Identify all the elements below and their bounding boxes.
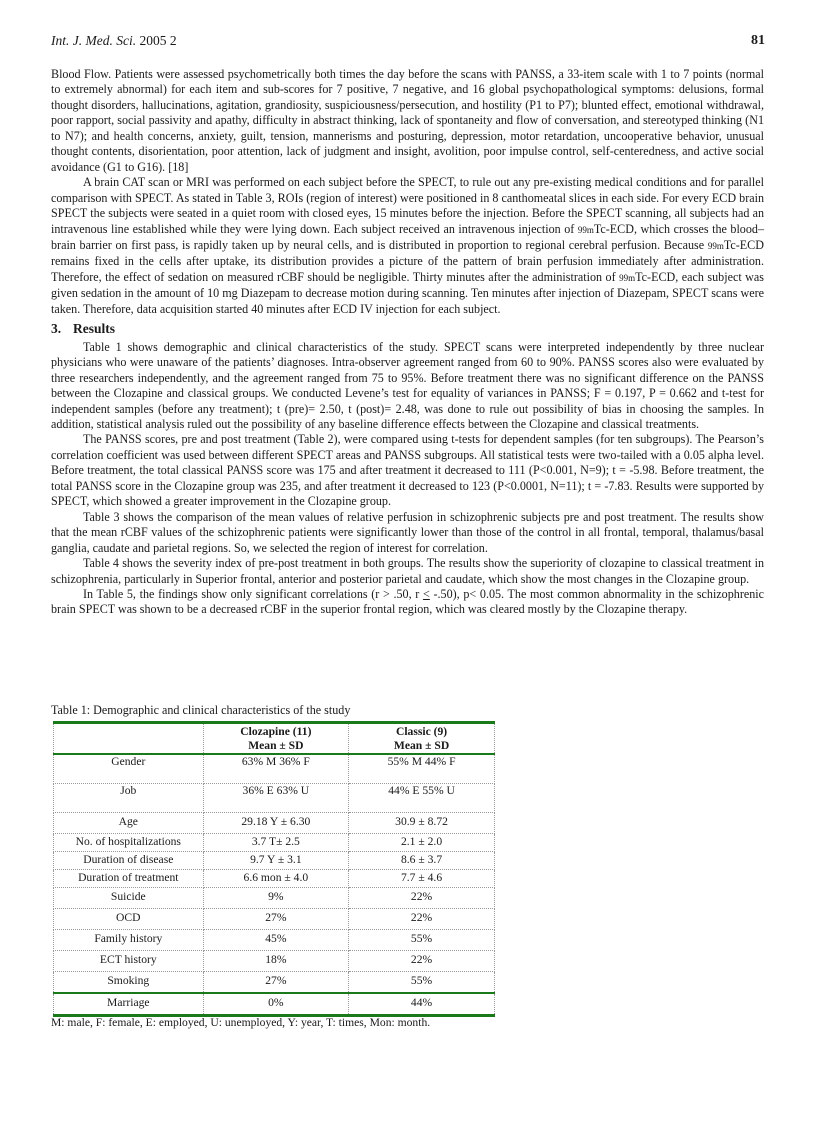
row-label: Suicide xyxy=(54,888,204,909)
table-row xyxy=(54,972,495,994)
cell-classic: 44% E 55% U xyxy=(349,784,495,813)
demographics-table xyxy=(53,721,495,1017)
cell-classic: 22% xyxy=(349,951,495,972)
cell-classic: 55% xyxy=(349,930,495,951)
cell-classic: 55% M 44% F xyxy=(349,754,495,784)
header-cell-classic: Classic (9) Mean ± SD xyxy=(349,723,495,755)
section-heading-results: 3. Results xyxy=(51,321,116,337)
cell-clozapine: 6.6 mon ± 4.0 xyxy=(203,870,349,888)
header-cell-clozapine: Clozapine (11) Mean ± SD xyxy=(203,723,349,755)
table-footnote: M: male, F: female, E: employed, U: unemployed, Y: year, T: times, Mon: month. xyxy=(51,1016,431,1029)
journal-title: Int. J. Med. Sci. 2005 2 xyxy=(51,33,177,48)
paragraph-results-5: In Table 5, the findings show only significant correlations (r > .50, r < -.50), p< 0.05. The most common abnormality in the schizophrenic brain SPECT was shown to be a decreased rCBF in the superior frontal region, which was cleared mostly by the Clozapine therapy. xyxy=(51,586,764,617)
cell-clozapine: 0% xyxy=(203,993,349,1016)
cell-classic: 44% xyxy=(349,993,495,1016)
table-row xyxy=(54,852,495,870)
paragraph-results-1: Table 1 shows demographic and clinical characteristics of the study. SPECT scans were interpreted independently by three nuclear physicians who were unaware of the patients’ diagnoses. Intra-observer agreement ranged from 60 to 90%. PANSS scores also were evaluated by three researchers independently, and the agreement ranged from 75 to 95%. Before treatment there was no significant difference on the PANSS between the Clozapine and classical groups. We conducted Levene’s test for equality of variances in PANSS; F = 0.197, P = 0.662 and t-test for independent samples (before any treatment); t (pre)= 2.50, t (post)= 2.48, was done to rule out possibility of bias in choosing the samples. In addition, statistical analysis ruled out the possibility of any baseline difference effects between the Clozapine and classical treatments. xyxy=(51,339,764,431)
table-row xyxy=(54,930,495,951)
row-label: Smoking xyxy=(54,972,204,994)
cell-clozapine: 9.7 Y ± 3.1 xyxy=(203,852,349,870)
table-row xyxy=(54,784,495,813)
paragraph-methods-panss: Blood Flow. Patients were assessed psychometrically both times the day before the scans with PANSS, a 33-item scale with 1 to 7 points (normal to extremely abnormal) for each item and sub-scores for 7 positive, 7 negative, and 16 global psychopathological symptoms: delusions, formal thought disorders, hallucinations, agitation, grandiosity, suspiciousness/persecution, and hostility (P1 to P7); blunted effect, emotional withdrawal, poor rapport, social passivity and apathy, difficulty in abstract thinking, lack of spontaneity and flow of conversation, and stereotyped thinking (N1 to N7); and health concerns, anxiety, guilt, tension, mannerisms and posturing, depression, motor retardation, uncooperative behavior, unusual thought contents, disorientation, poor attention, lack of judgment and insight, avolition, poor impulse control, self-centeredness, and active social avoidance (G1 to G16). [18] xyxy=(51,67,764,174)
isotope-label: 99m xyxy=(577,224,594,235)
row-label: No. of hospitalizations xyxy=(54,834,204,852)
table-row xyxy=(54,834,495,852)
page-number: 81 xyxy=(751,33,765,48)
row-label: Gender xyxy=(54,754,204,784)
cell-classic: 30.9 ± 8.72 xyxy=(349,813,495,834)
cell-classic: 8.6 ± 3.7 xyxy=(349,852,495,870)
row-label: Family history xyxy=(54,930,204,951)
cell-clozapine: 29.18 Y ± 6.30 xyxy=(203,813,349,834)
table-row xyxy=(54,754,495,784)
row-label: Age xyxy=(54,813,204,834)
cell-classic: 7.7 ± 4.6 xyxy=(349,870,495,888)
table-caption: Table 1: Demographic and clinical characteristics of the study xyxy=(51,703,351,717)
header-cell-empty xyxy=(54,723,204,755)
table-row xyxy=(54,870,495,888)
row-label: OCD xyxy=(54,909,204,930)
cell-classic: 22% xyxy=(349,909,495,930)
row-label: ECT history xyxy=(54,951,204,972)
row-label: Marriage xyxy=(54,993,204,1016)
cell-clozapine: 36% E 63% U xyxy=(203,784,349,813)
cell-clozapine: 45% xyxy=(203,930,349,951)
row-label: Job xyxy=(54,784,204,813)
paragraph-methods-spect: A brain CAT scan or MRI was performed on each subject before the SPECT, to rule out any pre-existing medical conditions and for parallel comparison with SPECT. As stated in Table 3, ROIs (region of interest) were positioned in 8 canthomeatal slices in each side. For every ECD brain SPECT the subjects were seated in a quiet room with closed eyes, 15 minutes before the injection. Before the SPECT scanning, all subjects had an intravenous line established while they were lying down. Each subject received an intravenous injection of 99mTc-ECD, which crosses the blood–brain barrier on first pass, is rapidly taken up by neural cells, and is distributed in proportion to regional cerebral perfusion. Because 99mTc-ECD remains fixed in the cells after uptake, its distribution provides a picture of the pattern of brain perfusion immediately after administration. Therefore, the effect of sedation on measured rCBF should be negligible. Thirty minutes after the administration of 99mTc-ECD, each subject was given sedation in the amount of 10 mg Diazepam to decrease motion during scanning. Ten minutes after injection of Diazepam, SPECT scans were taken. Therefore, data acquisition started 40 minutes after ECD IV injection for each subject. xyxy=(51,175,764,316)
table-header-row xyxy=(54,723,495,755)
isotope-label: 99m xyxy=(707,240,724,251)
paragraph-results-3: Table 3 shows the comparison of the mean values of relative perfusion in schizophrenic subjects pre and post treatment. The results show that the mean rCBF values of the schizophrenic patients were significantly lower than those of the control in all frontal, temporal, thalamus/basal ganglia, caudate and parietal regions. So, we selected the region of interest for correlation. xyxy=(51,509,764,555)
cell-classic: 55% xyxy=(349,972,495,994)
table-row xyxy=(54,888,495,909)
table-row xyxy=(54,951,495,972)
row-label: Duration of disease xyxy=(54,852,204,870)
cell-classic: 2.1 ± 2.0 xyxy=(349,834,495,852)
table-row xyxy=(54,993,495,1016)
running-header xyxy=(51,33,765,51)
cell-clozapine: 18% xyxy=(203,951,349,972)
article-body xyxy=(51,67,764,618)
isotope-label: 99m xyxy=(619,272,636,283)
paragraph-results-4: Table 4 shows the severity index of pre-post treatment in both groups. The results show the superiority of clozapine to classical treatment in schizophrenia, particularly in Superior frontal, anterior and posterior parietal and caudate, which show the most changes in the Clozapine group. xyxy=(51,556,764,586)
table-row xyxy=(54,909,495,930)
cell-clozapine: 9% xyxy=(203,888,349,909)
paragraph-results-2: The PANSS scores, pre and post treatment (Table 2), were compared using t-tests for dependent samples (for ten subgroups). The Pearson’s correlation coefficient was used between different SPECT areas and PANSS subgroups. All statistical tests were two-tailed with a 0.05 alpha level. Before treatment, the total classical PANSS score was 175 and after treatment it decreased to 111 (P<0.001, N=9); t = -5.98. Before treatment, the total PANSS score in the Clozapine group was 235, and after treatment it decreased to 123 (P<0.0001, N=11); t = -7.83. Results were supported by SPECT, which showed a greater improvement in the Clozapine group. xyxy=(51,432,764,509)
row-label: Duration of treatment xyxy=(54,870,204,888)
cell-clozapine: 63% M 36% F xyxy=(203,754,349,784)
cell-clozapine: 27% xyxy=(203,972,349,994)
cell-classic: 22% xyxy=(349,888,495,909)
table-row xyxy=(54,813,495,834)
cell-clozapine: 27% xyxy=(203,909,349,930)
cell-clozapine: 3.7 T± 2.5 xyxy=(203,834,349,852)
